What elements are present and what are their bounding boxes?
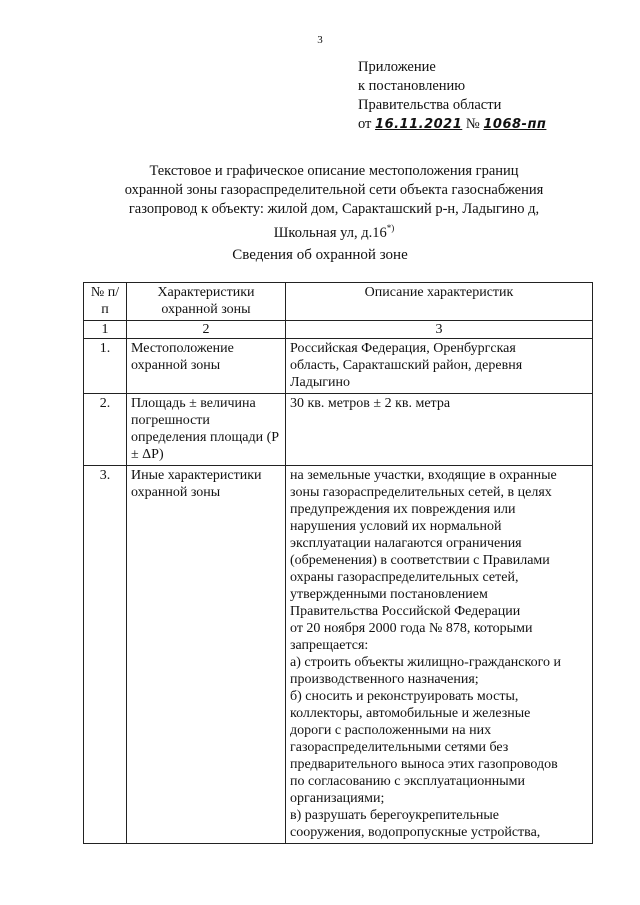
row-description (286, 466, 593, 844)
description-line: нарушения условий их нормальной (290, 519, 502, 534)
description-line: Российская Федерация, Оренбургская (290, 341, 516, 356)
description-line: утвержденными постановлением (290, 587, 488, 602)
appendix-from-prefix: от (358, 116, 372, 132)
table-row (84, 466, 593, 844)
section-title: Сведения об охранной зоне (232, 247, 408, 263)
row-number: 3. (84, 466, 127, 844)
description-line: газораспределительными сетями без (290, 740, 509, 755)
index-cell-3: 3 (286, 321, 593, 339)
title-line-2: охранной зоны газораспределительной сети объекта газоснабжения (124, 182, 544, 198)
description-line: в) разрушать берегоукрепительные (290, 808, 500, 823)
description-line: коллекторы, автомобильные и железные (290, 706, 531, 721)
description-line: эксплуатации налагаются ограничения (290, 536, 522, 551)
description-line: дороги с расположенными на них (290, 723, 492, 738)
description-line: на земельные участки, входящие в охранные (290, 468, 557, 483)
appendix-number: 1068-пп (483, 117, 547, 132)
description-line: предупреждения их повреждения или (290, 502, 516, 517)
row-number: 2. (84, 394, 127, 466)
description-line: охраны газораспределительных сетей, (290, 570, 519, 585)
row-characteristic: Иные характеристики охранной зоны (127, 466, 286, 844)
table-index-row (84, 321, 593, 339)
appendix-line-3: Правительства области (358, 97, 502, 113)
page-number: 3 (317, 34, 323, 46)
description-line: область, Саракташский район, деревня (290, 358, 523, 373)
description-line: предварительного выноса этих газопроводов (290, 757, 558, 772)
header-no: № п/п (84, 283, 127, 321)
table-row (84, 394, 593, 466)
description-line: Правительства Российской Федерации (290, 604, 521, 619)
description-line: а) строить объекты жилищно-гражданского и (290, 655, 561, 670)
appendix-date: 16.11.2021 (375, 117, 463, 132)
description-line: по согласованию с эксплуатационными (290, 774, 525, 789)
row-number: 1. (84, 339, 127, 394)
row-description (286, 339, 593, 394)
description-line: 30 кв. метров ± 2 кв. метра (290, 396, 451, 411)
appendix-block (358, 58, 546, 134)
description-line: запрещается: (290, 638, 369, 653)
appendix-line-2: к постановлению (358, 78, 466, 94)
description-line: Ладыгино (290, 375, 350, 390)
index-cell-1: 1 (84, 321, 127, 339)
document-title (60, 162, 608, 243)
table-row (84, 339, 593, 394)
description-line: производственного назначения; (290, 672, 479, 687)
description-line: от 20 ноября 2000 года № 878, которыми (290, 621, 533, 636)
title-line-4 (60, 219, 608, 243)
title-line-3: газопровод к объекту: жилой дом, Саракташский р-н, Ладыгино д, (128, 201, 540, 217)
zone-info-table (83, 282, 593, 844)
appendix-line-1: Приложение (358, 59, 436, 75)
description-line: организациями; (290, 791, 385, 806)
description-line: сооружения, водопропускные устройства, (290, 825, 541, 840)
description-line: (обременения) в соответствии с Правилами (290, 553, 550, 568)
index-cell-2: 2 (127, 321, 286, 339)
title-line-1: Текстовое и графическое описание местоположения границ (149, 163, 519, 179)
header-characteristics: Характеристики охранной зоны (127, 283, 286, 321)
title-line-4-text: Школьная ул, д.16 (273, 224, 387, 241)
row-characteristic: Площадь ± величина погрешности определения площади (P ± ΔP) (127, 394, 286, 466)
table-header-row (84, 283, 593, 321)
header-description: Описание характеристик (286, 283, 593, 321)
description-line: б) сносить и реконструировать мосты, (290, 689, 519, 704)
row-characteristic: Местоположение охранной зоны (127, 339, 286, 394)
description-line: зоны газораспределительных сетей, в целях (290, 485, 552, 500)
appendix-resolution-ref (358, 115, 546, 134)
footnote-mark: *) (386, 223, 395, 233)
appendix-number-prefix: № (465, 116, 480, 132)
row-description (286, 394, 593, 466)
